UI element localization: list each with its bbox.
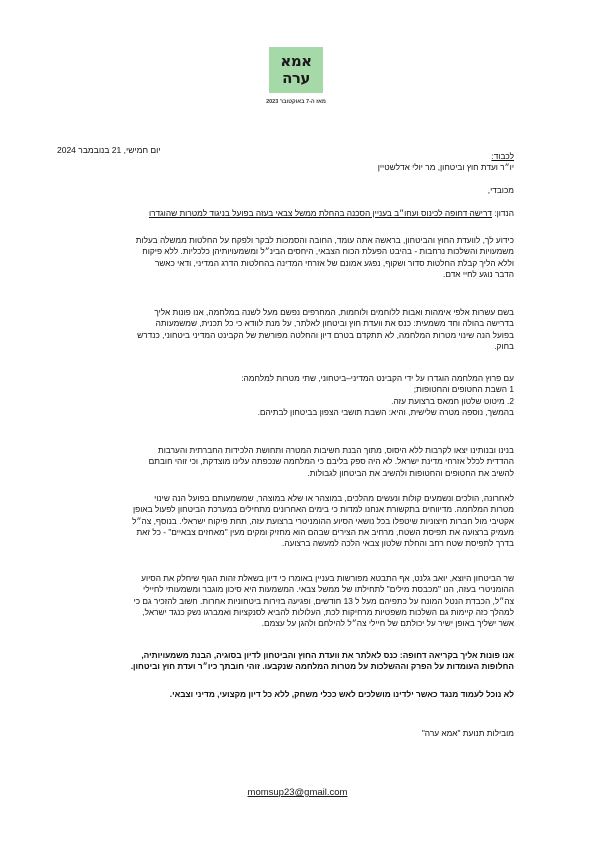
paragraph-6 — [82, 573, 514, 629]
email-link[interactable]: momsup23@gmail.com — [247, 787, 348, 798]
text-line: בשם עשרות אלפי אימהות ואבות ללוחמים ולוחמות, המחרפים נפשם מעל לשנה במלחמה, אנו פונות אליך — [154, 307, 514, 317]
subject-line — [82, 208, 514, 219]
text-line: מטרות המלחמה. מדיווחים בתקשורת אנחנו למדות כי בימים האחרונים מתחילים במערכת הביטחון לפעול באופן — [133, 504, 514, 515]
signature-text: מובילות תנועת "אמא ערה" — [421, 728, 514, 738]
call-to-action — [82, 650, 514, 673]
text-line: צה״ל, הכבדת הנטל המונח על כתפיהם מעל ל 13 חודשים, ופגיעה בזירות ביטחוניות אחרות. חשוב להזכיר גם כי — [133, 595, 514, 606]
closing-statement — [82, 689, 514, 700]
logo — [269, 47, 323, 93]
text-line: לאחרונה, הולכים ונשמעים קולות ונעשים מהלכים, במוצהר או שלא במוצהר, שמשמעותם בפועל הנה שינוי — [154, 493, 514, 503]
text-line: וללא הליך קבלת החלטות סדור ושקוף, נפגע אמונם של אזרחי המדינה בהחלטות הדרג המדיני, ודאי כאשר — [154, 257, 514, 268]
logo-line-2: ערה — [282, 69, 310, 87]
text-line: בנינו ובנותינו יצאו לקרבות ללא היסוס, מתוך הבנת חשיבות המטרה ותחושת הלכידות החברתית והערבות — [157, 445, 514, 455]
text-line: 2. מיטוט שלטון חמאס ברצועת עזה. — [391, 395, 514, 406]
logo-tagline: מאז ה-7 באוקטובר 2023 — [266, 99, 326, 105]
paragraph-3 — [82, 373, 514, 418]
text-line: בפועל הנה שינוי מטרות המלחמה, לא תתקדם בטרם דיון והחלטה מפורשת של הקבינט המדיני ביטחוני, כנדרש — [137, 329, 514, 340]
addressee-label: לכבוד: — [491, 151, 514, 161]
text-line: אשר ישליך באופן ישיר על יכולתם של חיילי צה״ל להילחם ולהגן על עצמם. — [261, 618, 514, 629]
text-line: ההומניטרי בעזה, הנו "מכבסת מילים" לתחילתו של ממשל צבאי. המשמעות היא סיכון מוגבר ומשמעותי לחיילי — [143, 584, 514, 595]
text-line: ההדדית לכלל אזרחי מדינת ישראל. לא היה ספק בליבם כי המלחמה שנכפתה עלינו מוצדקת, וכי זוהי חובתם — [148, 456, 514, 467]
logo-line-1: אמא — [280, 52, 312, 70]
paragraph-4 — [82, 445, 514, 479]
text-line: עם פרוץ המלחמה הוגדרו על ידי הקבינט המדיני–ביטחוני, שתי מטרות למלחמה: — [241, 373, 514, 383]
text-line: כידוע לך, לוועדת החוץ והביטחון, בראשה אתה עומד, החובה והסמכות לבקר ולפקח על החלטות ממשלה בעלות — [135, 235, 514, 245]
text-line: בדרך לתפיסת שטח רחב והחלת שלטון צבאי הלכה למעשה ברצועה. — [282, 538, 514, 549]
text-line: להשיב את החטופים והחטופות ולהשיב את הביטחון לגבולות. — [307, 467, 514, 478]
text-line: שר הביטחון היוצא, יואב גלנט, אף התבטא מפורשות בעניין באומרו כי דיון בשאלת זהות הגוף שיחלק את הסיוע — [141, 573, 514, 583]
text-line: אנו פונות אליך בקריאה דחופה: כנס לאלתר את וועדת החוץ והביטחון לדיון בסוגיה, הבנת משמעויותיה, — [141, 650, 514, 660]
text-line: למהלך כזה קיימות גם השלכות משפטיות מרחיקות לכת, העלולות להביא לסנקציות ואמברגו נשק כנגד ישראל, — [142, 606, 514, 617]
text-line: 1 השבת החטופים והחטופות; — [413, 384, 514, 395]
letter-date: יום חמישי, 21 בנובמבר 2024 — [57, 145, 161, 155]
text-line: הדבר נוגע לחיי אדם. — [443, 268, 514, 279]
greeting-text: מכובדי, — [487, 185, 514, 195]
subject-label: הנדון: — [491, 208, 514, 218]
paragraph-5 — [82, 493, 514, 549]
text-line: מעמיק ברצועה את תפיסת השטח, מרחיב את הצירים שבהם הוא מחזיק ומקים מעין "מאחזים צבאיים" - כל זאת — [136, 526, 514, 537]
contact-email[interactable] — [0, 787, 595, 798]
text-line: משמעויות והשלכות נרחבות - בהיבט הפעלת הכוח הצבאי, היחסים הבינ״ל ומשמעויותיהן כלכליות. ללא פיקוח — [142, 246, 514, 257]
text-line: בדרישה בהולה וחד משמעית: כנס את וועדת חוץ וביטחון לאלתר, על מנת לוודא כי כל תכנית, שמשמעותה — [155, 318, 514, 329]
addressee-block — [82, 151, 514, 174]
paragraph-2 — [82, 307, 514, 352]
text-line: החלופות העומדות על הפרק וההשלכות על מטרות המלחמה שנקבעו. זוהי חובתך כיו״ר ועדת חוץ וביטחון. — [130, 661, 514, 672]
greeting — [82, 185, 514, 196]
subject-text: דרישה דחופה לכינוס ועחו״ב בעניין הסכנה בהחלת ממשל צבאי בעזה בפועל בניגוד למטרות שהוגדרו — [148, 208, 492, 218]
signature — [82, 728, 514, 739]
paragraph-1 — [82, 235, 514, 280]
text-line: בהמשך, נוספה מטרה שלישית, והיא: השבת תושבי הצפון בביטחון לבתיהם. — [257, 406, 514, 417]
text-line: בחוק. — [494, 340, 514, 351]
addressee-name: יו״ר ועדת חוץ וביטחון, מר יולי אדלשטיין — [377, 162, 514, 173]
text-line: לא נוכל לעמוד מנגד כאשר ילדינו מושלכים לאש ככלי משחק, ללא כל דיון מקצועי, מדיני וצבאי. — [169, 689, 514, 699]
text-line: אקטיבי מול חברות חיצוניות שיטפלו בכל נושאי הסיוע ההומניטרי ברצועת עזה, תחת פיקוח ישראלי. בנוסף, צה״ל — [132, 515, 514, 526]
